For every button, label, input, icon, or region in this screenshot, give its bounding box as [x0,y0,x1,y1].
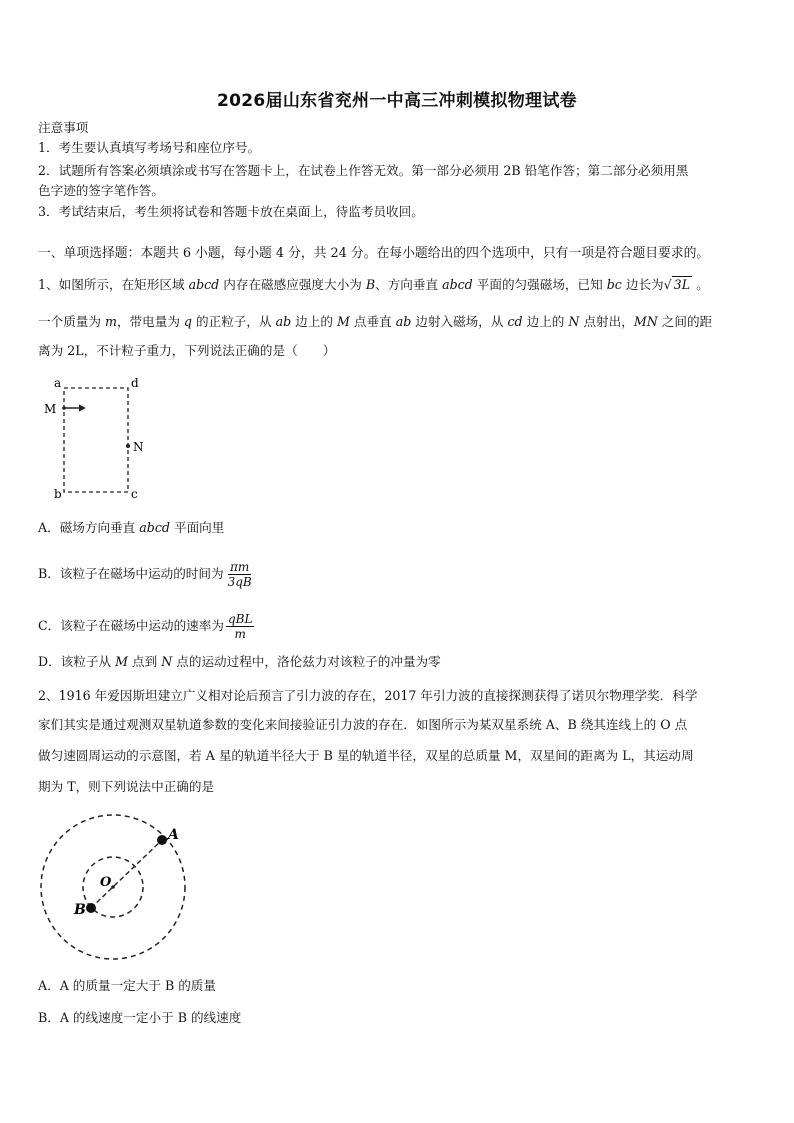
q1-option-c: C．该粒子在磁场中运动的速率为 $\frac{\text{qBL}}{m}$ [38,612,253,641]
notice-item-2-cont: 色字迹的签字笔作答。 [38,183,164,198]
q1-line-1: 1、如图所示，在矩形区域 abcd 内存在磁感应强度大小为 B、方向垂直 abcd 平面的匀强磁场，已知 bc 边长为√ 3L 。 [38,277,709,292]
notice-item-3: 3．考试结束后，考生须将试卷和答题卡放在桌面上，待监考员收回。 [38,204,424,219]
q2-line-1: 2、1916 年爱因斯坦建立广义相对论后预言了引力波的存在，2017 年引力波的直接探测获得了诺贝尔物理学奖．科学 [38,688,698,703]
fraction-qbl-m: $\frac{\text{qBL}}{m}$ [227,612,253,641]
fig2-label-b: B [74,902,86,918]
fraction-pi-m-3qb: $\frac{\pi m}{3qB}$ [227,560,252,589]
q1-line-3: 离为 2L，不计粒子重力，下列说法正确的是（ ） [38,343,336,358]
notice-heading: 注意事项 [38,120,89,135]
fig1-label-d: d [131,376,139,390]
fig1-label-m: M [44,402,57,416]
page-title: 2026届山东省兖州一中高三冲刺模拟物理试卷 [217,91,577,111]
section-heading: 一、单项选择题：本题共 6 小题，每小题 4 分，共 24 分。在每小题给出的四个选项中，只有一项是符合题目要求的。 [38,246,710,261]
fig1-label-c: c [131,487,138,501]
fig1-label-n: N [133,440,144,454]
fig1-label-a: a [54,376,62,390]
q2-line-4: 期为 T，则下列说法中正确的是 [38,779,215,794]
q2-option-a: A．A 的质量一定大于 B 的质量 [38,978,216,993]
q1-line-2: 一个质量为 m，带电量为 q 的正粒子，从 ab 边上的 M 点垂直 ab 边射入磁场，从 cd 边上的 N 点射出，MN 之间的距 [38,314,713,329]
fig2-label-o: O [100,875,112,890]
fig2-label-a: A [168,827,179,843]
notice-item-2: 2．试题所有答案必须填涂或书写在答题卡上，在试卷上作答无效。第一部分必须用 2B 铅笔作答；第二部分必须用黑 [38,163,689,178]
q2-option-b: B．A 的线速度一定小于 B 的线速度 [38,1010,242,1025]
notice-item-1: 1．考生要认真填写考场号和座位序号。 [38,140,261,155]
q1-option-a: A．磁场方向垂直 abcd 平面向里 [38,520,225,535]
q2-binary-star-figure [36,812,192,964]
sqrt-3l: √ 3L [663,277,691,292]
q2-line-2: 家们其实是通过观测双星轨道参数的变化来间接验证引力波的存在．如图所示为某双星系统 A、B 绕其连线上的 O 点 [38,717,688,732]
q2-line-3: 做匀速圆周运动的示意图，若 A 星的轨道半径大于 B 星的轨道半径，双星的总质量 M，双星间的距离为 L，其运动周 [38,748,694,763]
q1-option-b: B．该粒子在磁场中运动的时间为 $\frac{\pi m}{3qB}$ [38,560,252,589]
q1-rectangle-figure [38,374,158,502]
fig1-label-b: b [54,487,62,501]
q1-option-d: D．该粒子从 M 点到 N 点的运动过程中，洛伦兹力对该粒子的冲量为零 [38,654,441,669]
